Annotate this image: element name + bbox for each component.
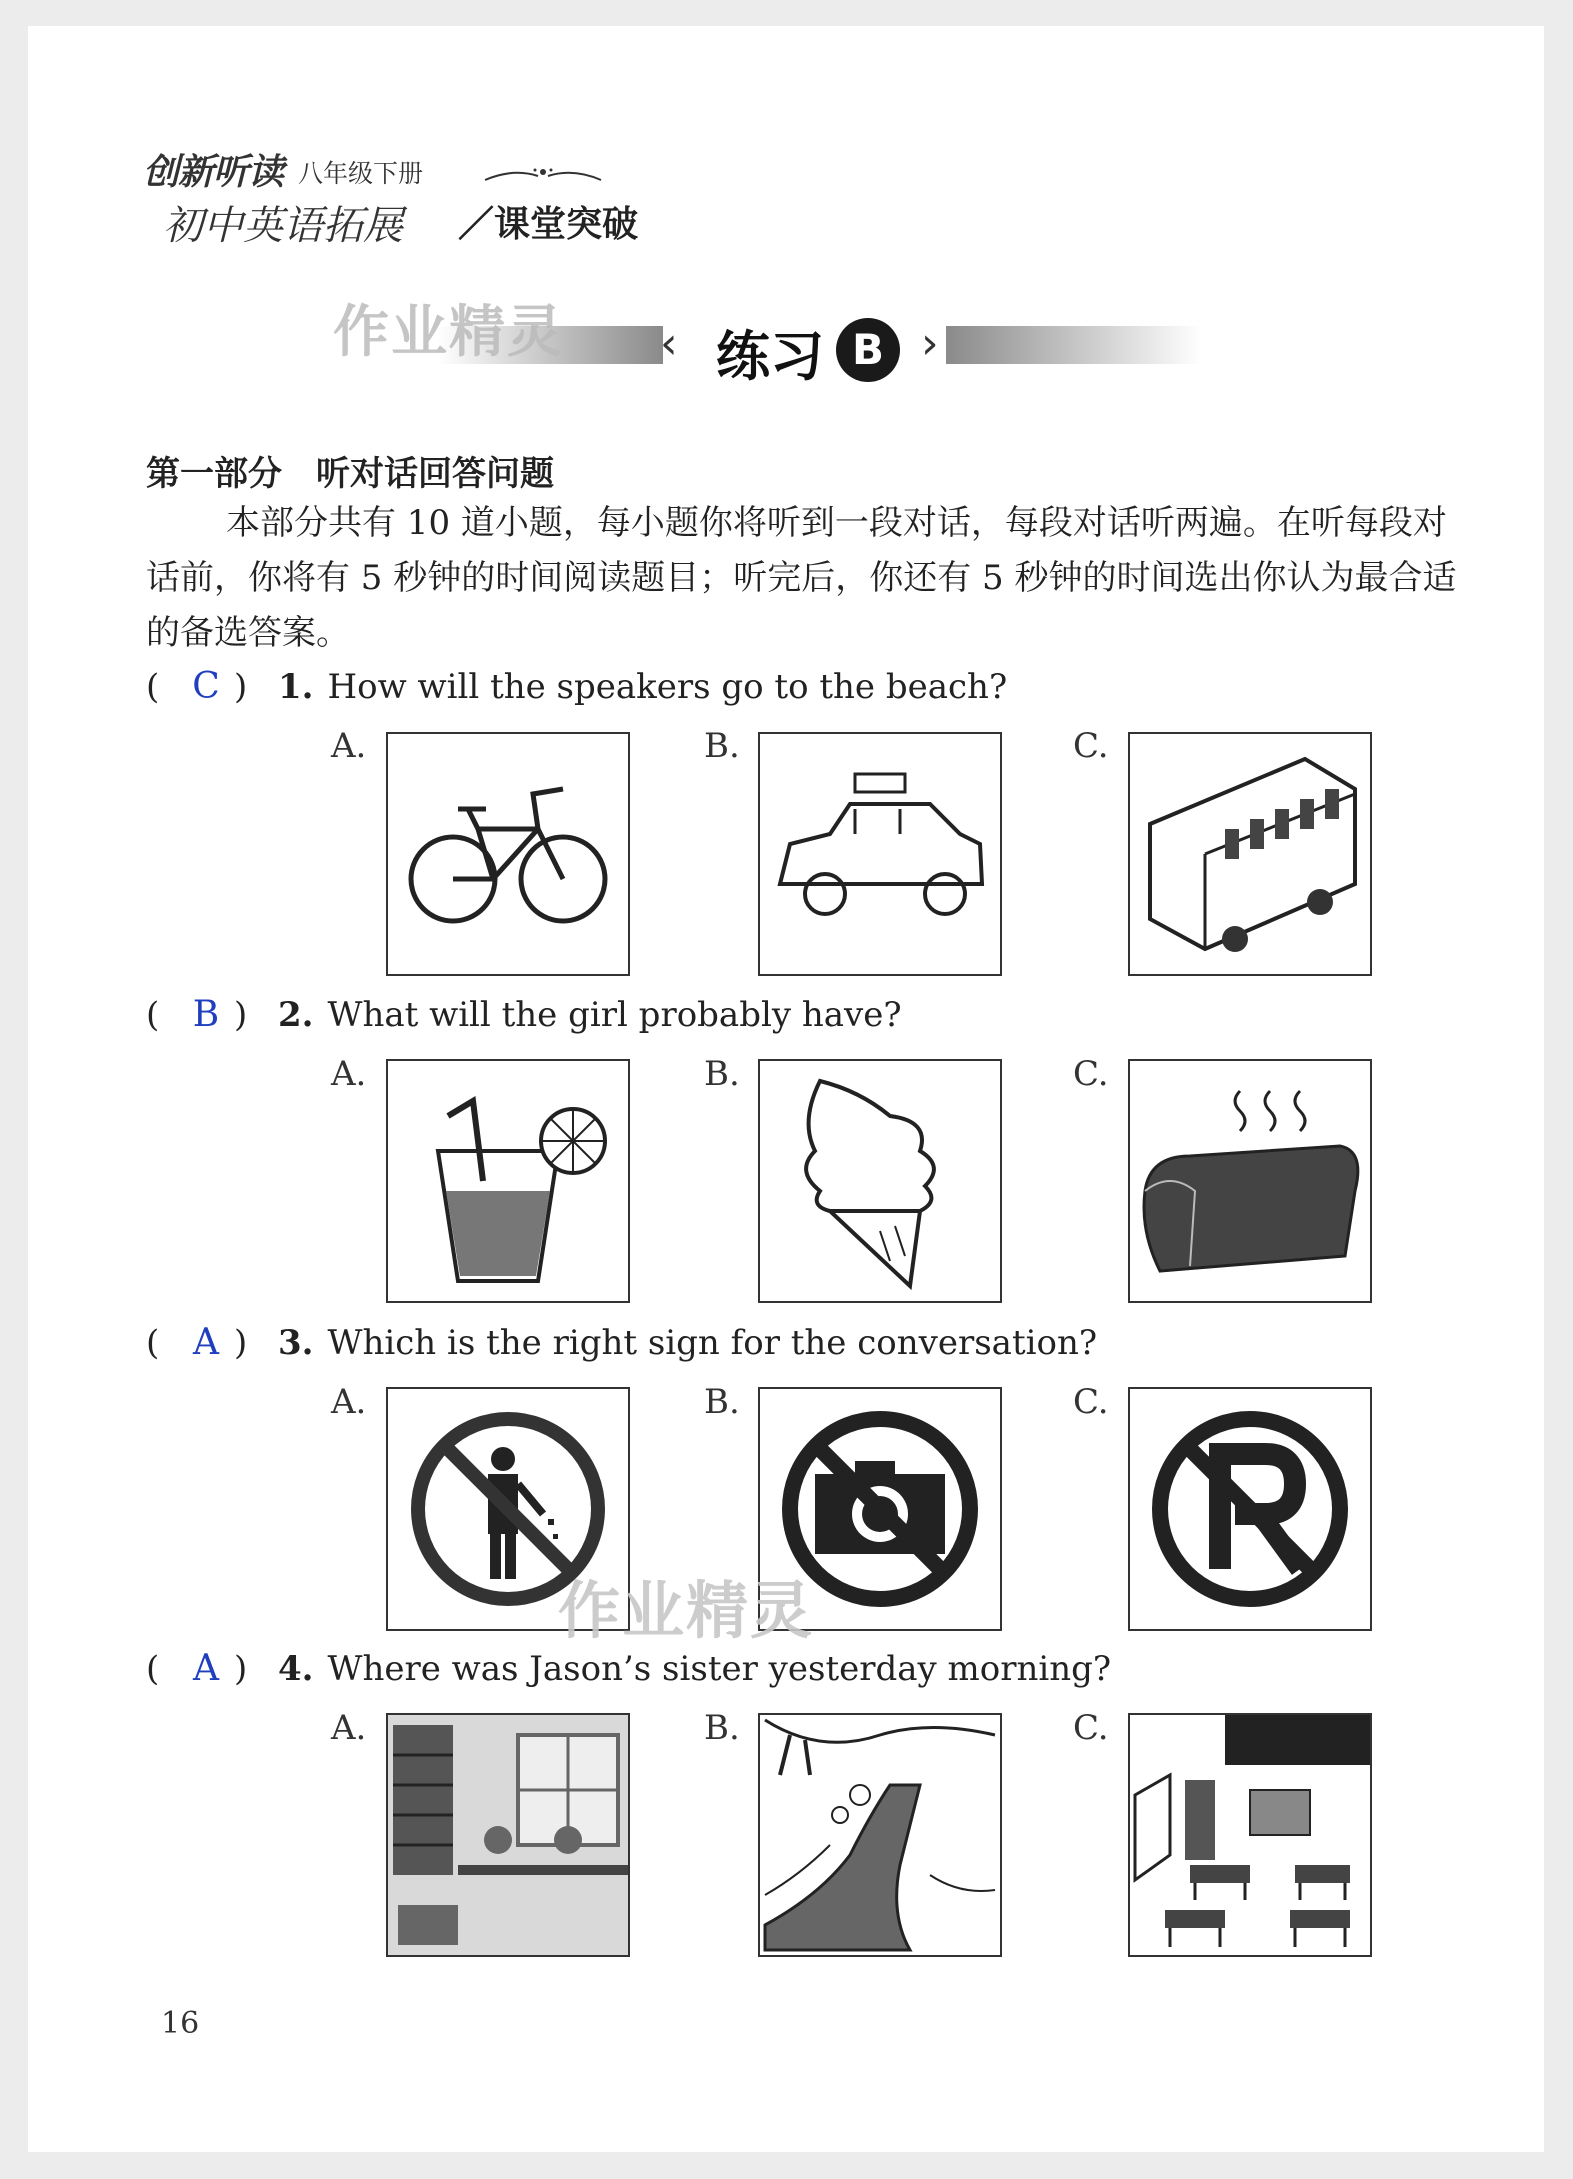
q4-option-a-label: A. — [331, 1708, 367, 1748]
chevron-right-icon: › — [921, 318, 939, 369]
bicycle-icon — [388, 734, 628, 974]
workbook-page — [28, 26, 1544, 2152]
question-1: ( C ) 1. How will the speakers go to the beach? — [146, 666, 1008, 707]
q2-option-b-icecream[interactable] — [758, 1059, 1002, 1303]
q2-option-c-bread[interactable] — [1128, 1059, 1372, 1303]
classroom-icon — [1130, 1715, 1370, 1955]
series-brand: 创新听读 — [143, 152, 284, 193]
header-decoration-icon — [483, 164, 603, 186]
q4-option-b-label: B. — [704, 1708, 740, 1748]
answer-2[interactable]: B — [192, 994, 220, 1035]
grade-label: 八年级下册 — [298, 159, 424, 188]
q4-option-a-library[interactable] — [386, 1713, 630, 1957]
exercise-badge: B — [836, 318, 900, 382]
bread-icon — [1130, 1061, 1370, 1301]
question-2: ( B ) 2. What will the girl probably have? — [146, 994, 902, 1035]
q2-option-a-label: A. — [331, 1054, 367, 1094]
q4-option-b-park[interactable] — [758, 1713, 1002, 1957]
exercise-title: 练习 — [716, 325, 824, 388]
q4-option-c-label: C. — [1073, 1708, 1109, 1748]
q1-option-a-bicycle[interactable] — [386, 732, 630, 976]
q1-option-c-label: C. — [1073, 726, 1109, 766]
section-instructions: 本部分共有 10 道小题，每小题你将听到一段对话，每段对话听两遍。在听每段对话前，你将有 5 秒钟的时间阅读题目；听完后，你还有 5 秒钟的时间选出你认为最合适的备选答案。 — [146, 503, 1457, 653]
juice-icon — [388, 1061, 628, 1301]
q1-option-c-bus[interactable] — [1128, 732, 1372, 976]
ice-cream-icon — [760, 1061, 1000, 1301]
park-path-icon — [760, 1715, 1000, 1955]
question-4: ( A ) 4. Where was Jason’s sister yesterday morning? — [146, 1648, 1112, 1689]
q3-option-c-no-parking[interactable] — [1128, 1387, 1372, 1631]
title-bar-right — [946, 326, 1201, 364]
q1-option-b-label: B. — [704, 726, 740, 766]
answer-4[interactable]: A — [193, 1648, 219, 1689]
question-1-text: How will the speakers go to the beach? — [327, 667, 1008, 707]
question-4-text: Where was Jason’s sister yesterday morning? — [327, 1649, 1112, 1689]
q3-option-c-label: C. — [1073, 1382, 1109, 1422]
section-heading: 第一部分 听对话回答问题 — [146, 454, 554, 494]
answer-1[interactable]: C — [192, 666, 220, 707]
question-3: ( A ) 3. Which is the right sign for the conversation? — [146, 1322, 1098, 1363]
taxi-icon — [760, 734, 1000, 974]
no-parking-icon — [1130, 1389, 1370, 1629]
question-3-text: Which is the right sign for the conversation? — [327, 1323, 1098, 1363]
q3-option-a-label: A. — [331, 1382, 367, 1422]
watermark-top: 作业精灵 — [333, 300, 565, 365]
q1-option-b-taxi[interactable] — [758, 732, 1002, 976]
q2-option-b-label: B. — [704, 1054, 740, 1094]
library-icon — [388, 1715, 628, 1955]
book-section: ／课堂突破 — [458, 204, 639, 245]
q2-option-c-label: C. — [1073, 1054, 1109, 1094]
question-2-text: What will the girl probably have? — [327, 995, 902, 1035]
q4-option-c-classroom[interactable] — [1128, 1713, 1372, 1957]
bus-icon — [1130, 734, 1370, 974]
q3-option-b-label: B. — [704, 1382, 740, 1422]
answer-3[interactable]: A — [193, 1322, 219, 1363]
book-subtitle: 初中英语拓展 — [163, 203, 403, 249]
q2-option-a-juice[interactable] — [386, 1059, 630, 1303]
page-number: 16 — [161, 2006, 200, 2041]
q1-option-a-label: A. — [331, 726, 367, 766]
chevron-left-icon: ‹ — [660, 318, 678, 369]
watermark-middle: 作业精灵 — [558, 1574, 815, 1647]
